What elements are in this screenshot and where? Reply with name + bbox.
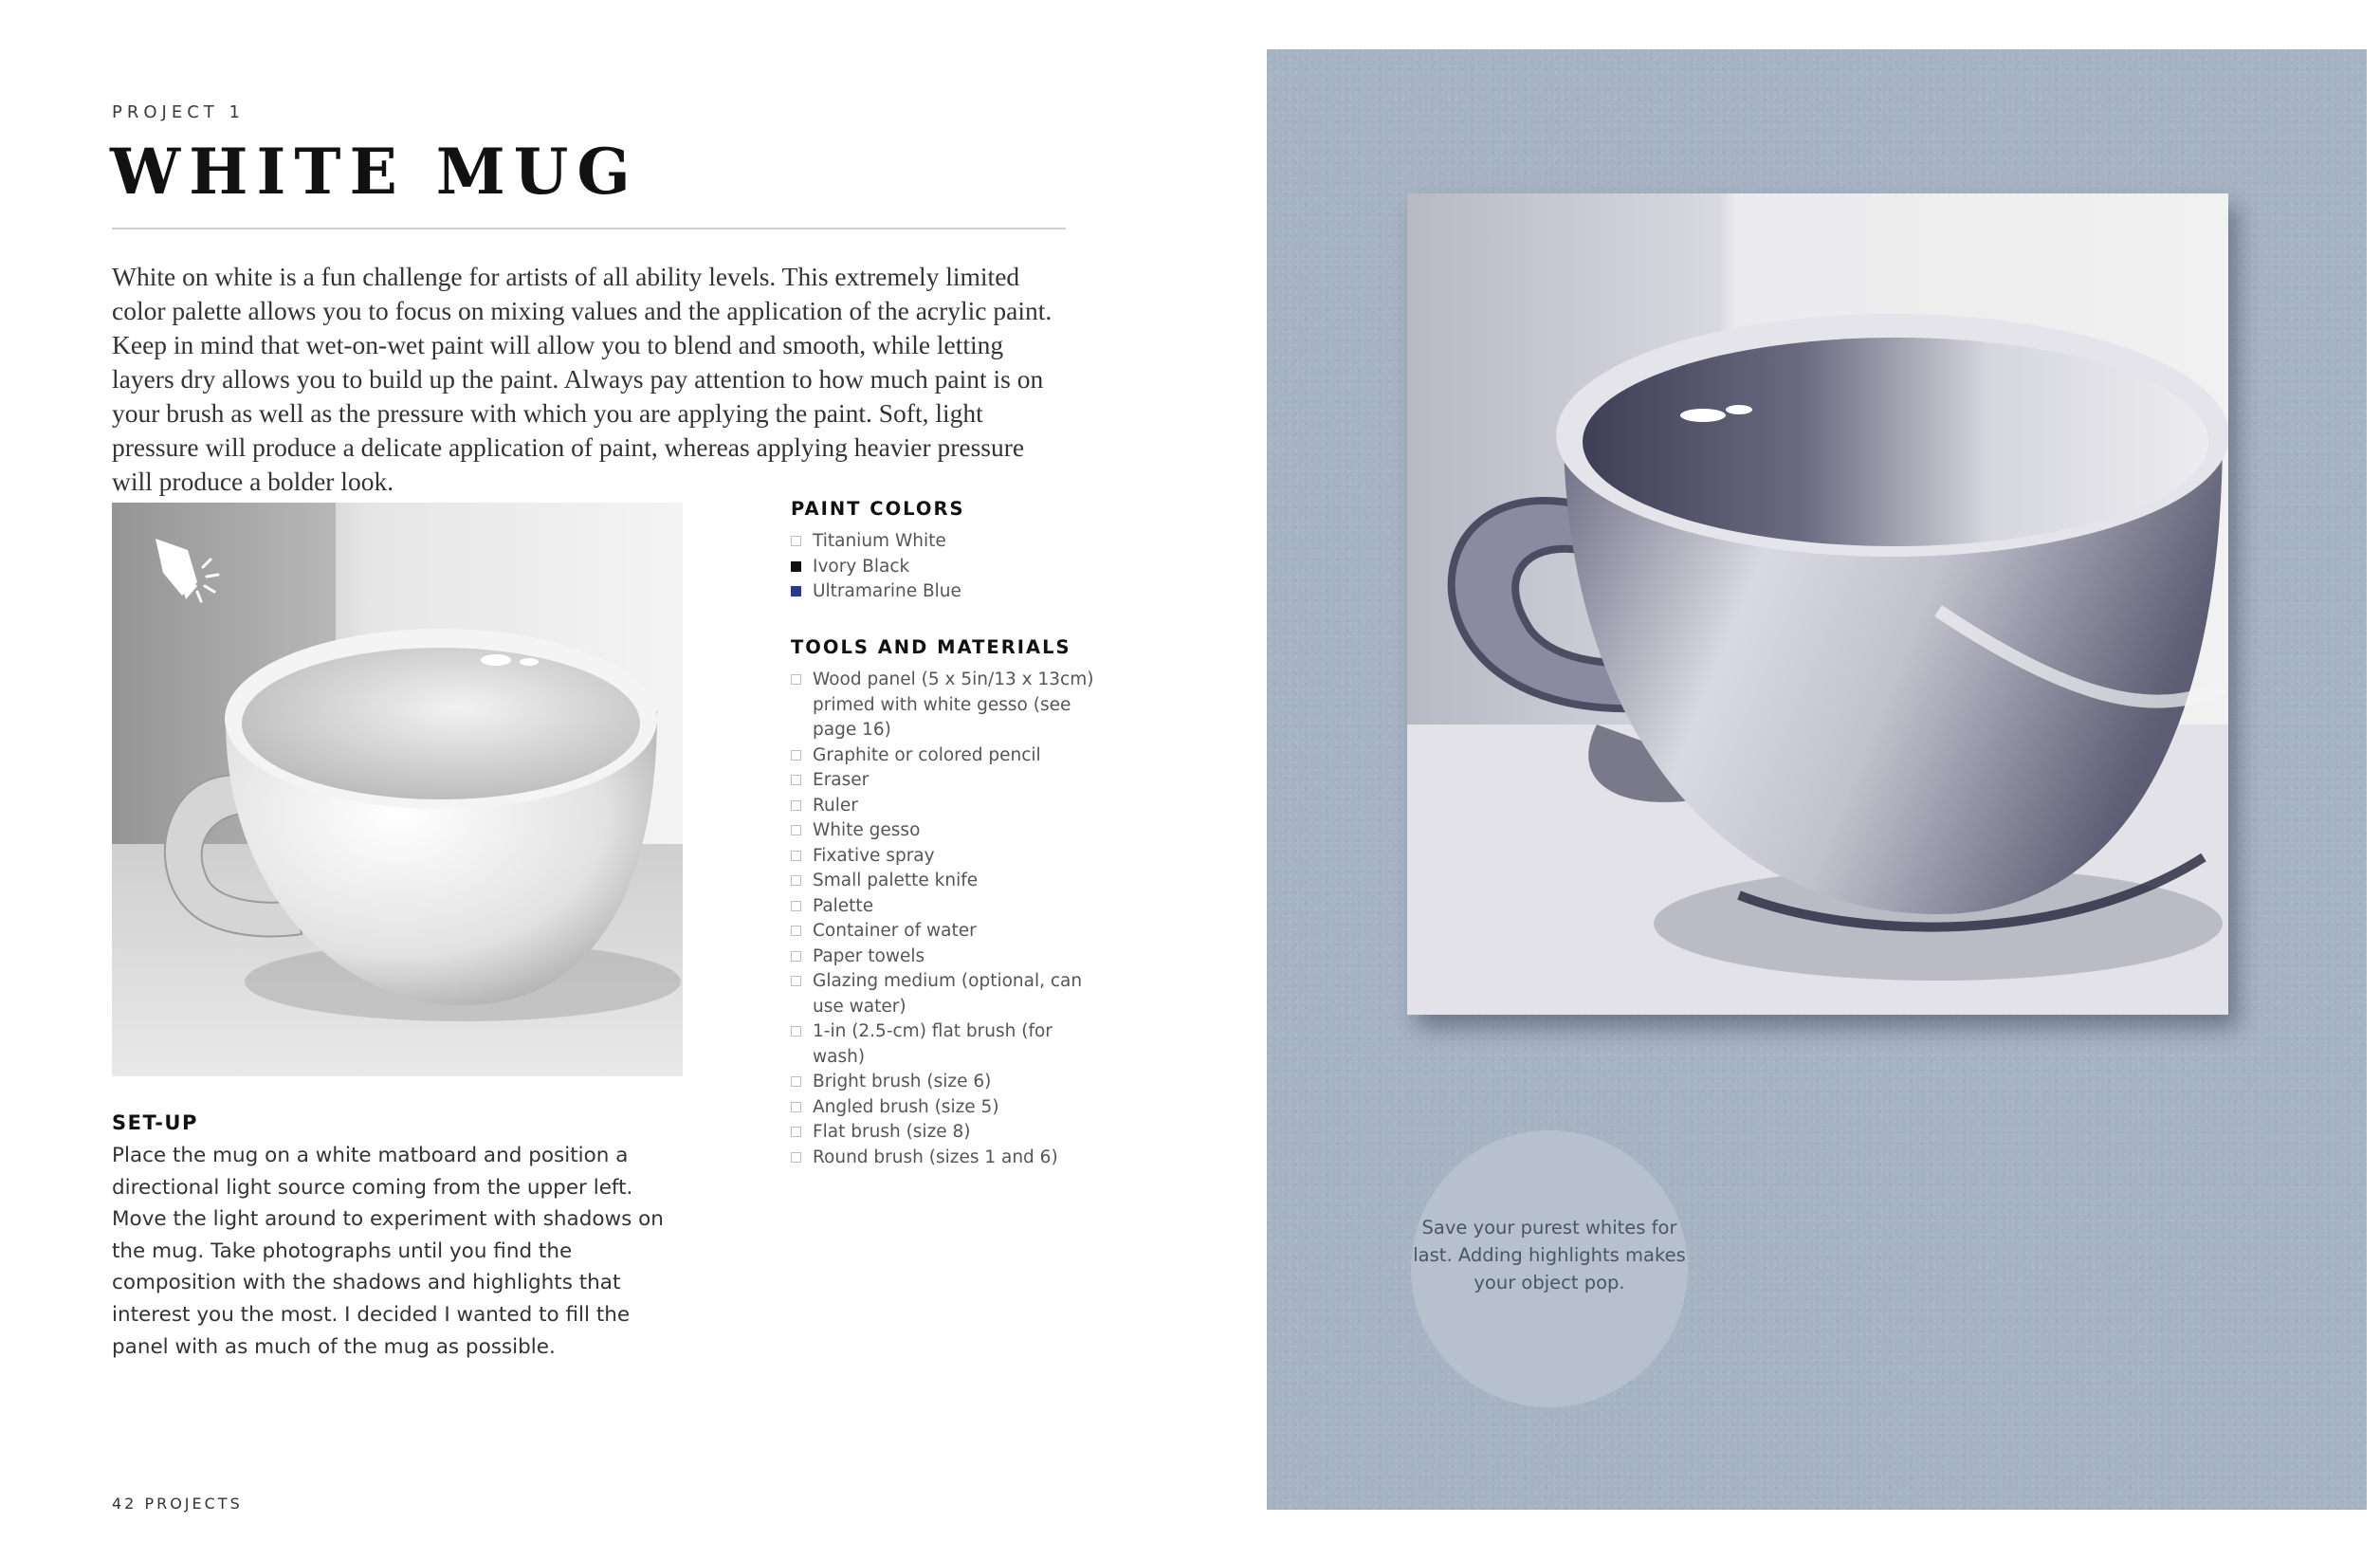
list-item: Titanium White (791, 529, 1104, 555)
swatch-blue (791, 586, 801, 596)
checkbox-icon (791, 851, 801, 861)
setup-heading: SET-UP (112, 1111, 198, 1134)
list-item: Glazing medium (optional, can use water) (791, 969, 1104, 1019)
list-item: Container of water (791, 919, 1104, 945)
checkbox-icon (791, 1152, 801, 1163)
intro-paragraph: White on white is a fun challenge for artists of all ability levels. This extremely limited color palette allows you to focus on mixing values and the application of the acrylic paint. Keep in mind that wet-on-wet paint will allow you to blend and smooth, while letting layers dry allows you to build up the paint. Always pay attention to how much paint is on your brush as well as the pressure with which you are applying the paint. Soft, light pressure will produce a delicate application of paint, whereas applying heavier pressure will produce a bolder look. (112, 262, 1053, 496)
list-item: Graphite or colored pencil (791, 743, 1104, 769)
checkbox-icon (791, 1076, 801, 1087)
checkbox-icon (791, 800, 801, 811)
swatch-white (791, 536, 801, 546)
mug-painting (1407, 193, 2228, 1015)
checkbox-icon (791, 976, 801, 986)
tip-text: Save your purest whites for last. Adding highlights makes your object pop. (1413, 1217, 1686, 1293)
list-item: Eraser (791, 768, 1104, 794)
title-divider (112, 228, 1066, 229)
checkbox-icon (791, 674, 801, 685)
paint-colors-section (791, 498, 1104, 605)
checkbox-icon (791, 926, 801, 936)
list-item: Palette (791, 894, 1104, 920)
project-kicker: PROJECT 1 (112, 102, 245, 122)
list-item: Small palette knife (791, 869, 1104, 894)
tools-heading: TOOLS AND MATERIALS (791, 636, 1071, 658)
checkbox-icon (791, 875, 801, 886)
checkbox-icon (791, 1127, 801, 1137)
list-item: Ruler (791, 794, 1104, 819)
list-item: Flat brush (size 8) (791, 1120, 1104, 1146)
list-item: Round brush (sizes 1 and 6) (791, 1146, 1104, 1171)
list-item: Bright brush (size 6) (791, 1070, 1104, 1095)
list-item: Angled brush (size 5) (791, 1095, 1104, 1121)
page-folio: 42 PROJECTS (112, 1495, 243, 1513)
light-source-icon (148, 533, 235, 605)
checkbox-icon (791, 750, 801, 761)
checkbox-icon (791, 1026, 801, 1037)
paint-colors-heading: PAINT COLORS (791, 498, 965, 520)
tools-list (791, 668, 1104, 1170)
list-item: Wood panel (5 x 5in/13 x 13cm) primed with white gesso (see page 16) (791, 668, 1104, 743)
paint-colors-list (791, 529, 1104, 605)
tools-section (791, 636, 1104, 1170)
checkbox-icon (791, 951, 801, 962)
list-item: Ultramarine Blue (791, 579, 1104, 605)
list-item: White gesso (791, 818, 1104, 844)
checkbox-icon (791, 901, 801, 911)
page-title: WHITE MUG (110, 135, 639, 209)
checkbox-icon (791, 775, 801, 785)
list-item: Fixative spray (791, 844, 1104, 870)
checkbox-icon (791, 1102, 801, 1112)
setup-paragraph: Place the mug on a white matboard and position a directional light source coming from the upper left. Move the light around to experiment with shadows on the mug. Take photographs until you find the composition with the shadows and highlights that interest you the most. I decided I wanted to fill the panel with as much of the mug as possible. (112, 1144, 664, 1359)
list-item: 1-in (2.5-cm) flat brush (for wash) (791, 1019, 1104, 1070)
list-item: Ivory Black (791, 555, 1104, 580)
swatch-black (791, 561, 801, 572)
checkbox-icon (791, 825, 801, 835)
list-item: Paper towels (791, 945, 1104, 970)
